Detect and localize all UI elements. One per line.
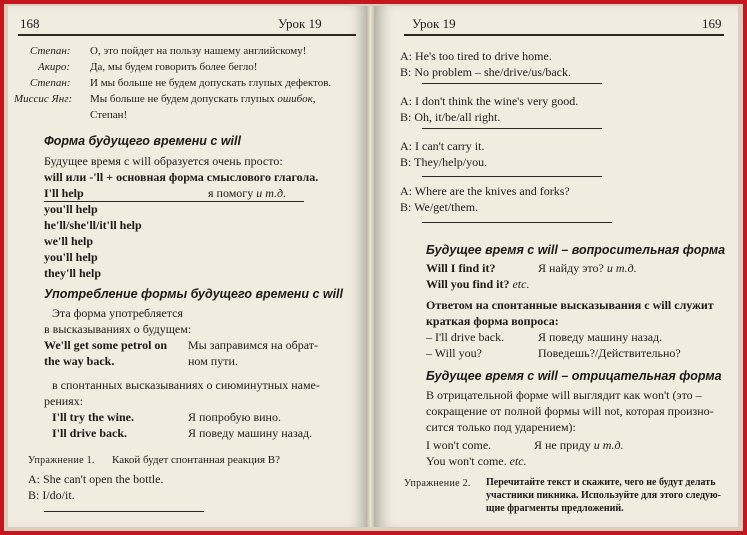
dialogue-speaker: Степан:	[30, 45, 71, 57]
dialogue-speaker: Акиро:	[38, 61, 71, 73]
usage-example-en: We'll get some petrol on	[44, 338, 168, 352]
exercise-line-b: B: No problem – she/drive/us/back.	[400, 65, 571, 79]
usage-example-en: the way back.	[44, 354, 115, 368]
section-intro: Будущее время с will образуется очень просто:	[44, 154, 283, 168]
exercise-instructions: участники пикника. Используйте для этого следую-	[486, 490, 721, 501]
exercise-label: Упражнение 2.	[404, 478, 471, 489]
usage-example-en: I'll drive back.	[52, 426, 128, 440]
exercise-line-a: A: She can't open the bottle.	[28, 472, 164, 486]
question-example-ru: Я найду это? и т.д.	[538, 261, 637, 275]
usage-intro: Эта форма употребляется	[52, 306, 183, 320]
dialogue-line: Степан!	[90, 109, 128, 121]
negation-rule: сокращение от полной формы will not, которая произно-	[426, 404, 714, 418]
question-example-en: Will you find it? etc.	[426, 277, 530, 291]
usage-example-ru: Мы заправимся на обрат-	[188, 338, 319, 352]
section-heading: Форма будущего времени с will	[44, 134, 241, 148]
page-number-left: 168	[20, 16, 40, 31]
answer-underline	[422, 128, 602, 129]
dialogue-line: Да, мы будем говорить более бегло!	[90, 61, 258, 73]
negation-rule: сится только под ударением):	[426, 420, 576, 434]
section-heading: Будущее время с will – отрицательная форма	[426, 369, 722, 383]
dialogue-line: Мы больше не будем допускать глупых ошибок,	[90, 93, 316, 105]
question-example-en: Will I find it?	[426, 261, 496, 275]
usage-intro: в спонтанных высказываниях о сиюминутных наме-	[52, 378, 320, 392]
right-page	[374, 6, 738, 527]
form-example: they'll help	[44, 266, 102, 280]
left-page	[8, 6, 368, 527]
answer-intro: Ответом на спонтанные высказывания с will служит	[426, 298, 714, 312]
form-translation: я помогу и т.д.	[208, 186, 287, 200]
exercise-line-a: A: I can't carry it.	[400, 139, 485, 153]
exercise-line-a: A: I don't think the wine's very good.	[400, 94, 579, 108]
dialogue-speaker: Миссис Янг:	[14, 93, 73, 105]
answer-underline	[422, 83, 602, 84]
exercise-instructions: щие фрагменты предложений.	[486, 503, 624, 514]
exercise-line-a: A: Where are the knives and forks?	[400, 184, 570, 198]
answer-intro: краткая форма вопроса:	[426, 314, 559, 328]
form-example: you'll help	[44, 250, 98, 264]
usage-intro: в высказываниях о будущем:	[44, 322, 192, 336]
header-rule-left	[18, 34, 356, 36]
usage-intro: рениях:	[44, 394, 84, 408]
answer-underline	[422, 222, 612, 223]
exercise-line-b: B: We/get/them.	[400, 200, 479, 214]
dialogue-example-en: – Will you?	[426, 346, 482, 360]
usage-example-ru: Я поведу машину назад.	[188, 426, 313, 440]
dialogue-example-en: – I'll drive back.	[426, 330, 505, 344]
negation-rule: В отрицательной форме will выглядит как won't (это –	[426, 388, 702, 402]
exercise-line-b: B: I/do/it.	[28, 488, 75, 502]
negation-example-en: I won't come.	[426, 438, 492, 452]
exercise-line-b: B: Oh, it/be/all right.	[400, 110, 501, 124]
usage-example-ru: ном пути.	[188, 354, 238, 368]
page-number-right: 169	[702, 16, 722, 31]
form-example: he'll/she'll/it'll help	[44, 218, 142, 232]
dialogue-speaker: Степан:	[30, 77, 71, 89]
exercise-line-b: B: They/help/you.	[400, 155, 488, 169]
form-example: I'll help	[44, 186, 84, 200]
dialogue-line: О, это пойдет на пользу нашему английскому!	[90, 45, 307, 57]
exercise-line-a: A: He's too tired to drive home.	[400, 49, 552, 63]
dialogue-line: И мы больше не будем допускать глупых дефектов.	[90, 77, 332, 89]
negation-example-en: You won't come. etc.	[426, 454, 527, 468]
answer-underline	[422, 176, 602, 177]
section-heading: Употребление формы будущего времени с will	[44, 287, 344, 301]
dialogue-example-ru: Я поведу машину назад.	[538, 330, 663, 344]
form-example: you'll help	[44, 202, 98, 216]
running-title-left: Урок 19	[278, 16, 322, 31]
exercise-label: Упражнение 1.	[28, 455, 95, 466]
exercise-instructions: Перечитайте текст и скажите, чего не будут делать	[486, 477, 716, 488]
header-rule-right	[404, 34, 724, 36]
answer-underline	[44, 511, 204, 512]
exercise-prompt: Какой будет спонтанная реакция B?	[112, 454, 281, 466]
usage-example-ru: Я попробую вино.	[188, 410, 281, 424]
section-heading: Будущее время с will – вопросительная форма	[426, 243, 726, 257]
form-example: we'll help	[44, 234, 94, 248]
negation-example-ru: Я не приду и т.д.	[534, 438, 624, 452]
usage-example-en: I'll try the wine.	[52, 410, 134, 424]
formula-text: will или -'ll + основная форма смыслового глагола.	[44, 170, 319, 184]
dialogue-example-ru: Поведешь?/Действительно?	[538, 346, 681, 360]
running-title-right: Урок 19	[412, 16, 456, 31]
